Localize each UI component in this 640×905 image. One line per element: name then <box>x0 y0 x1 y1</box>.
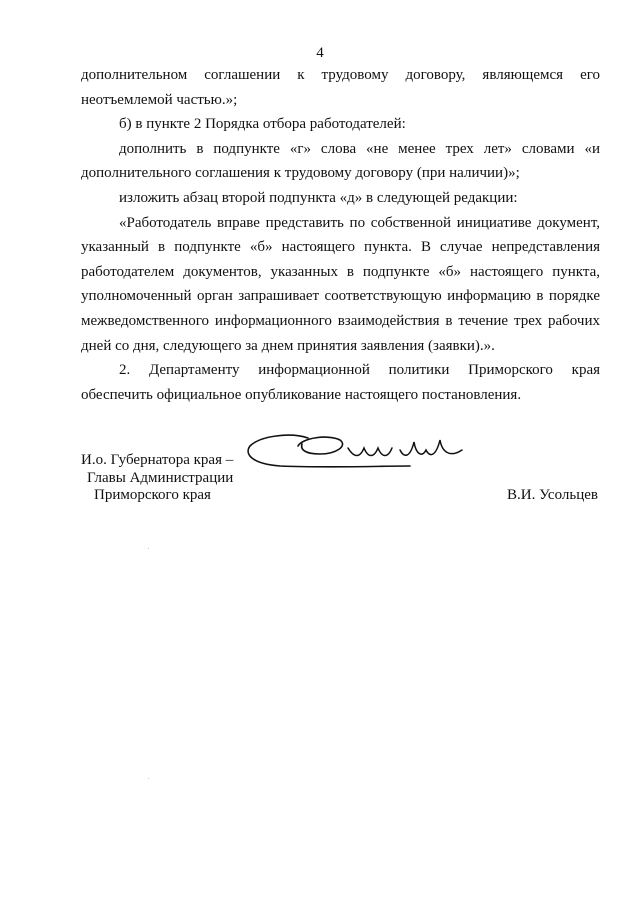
scan-speck <box>148 548 149 549</box>
paragraph-quoted-text: «Работодатель вправе представить по собственной инициативе документ, указанный в подпункте «б» настоящего пункта. В случае непредставления работодателем документов, указанных в подпункте «б» настоящего пункта, уполномоченный орган запрашивает соответствующую информацию в порядке межведомственного информационного взаимодействия в течение трех рабочих дней со дня, следующего за днем принятия заявления (заявки).». <box>81 214 600 354</box>
scan-speck <box>148 778 149 779</box>
paragraph-subitem-d: изложить абзац второй подпункта «д» в следующей редакции: <box>119 189 518 206</box>
signer-name: В.И. Усольцев <box>507 487 598 503</box>
paragraph-continuation: дополнительном соглашении к трудовому договору, являющемся его неотъемлемой частью.»; <box>81 67 600 108</box>
page-number: 4 <box>316 45 324 61</box>
paragraph-subitem-g: дополнить в подпункте «г» слова «не менее трех лет» словами «и дополнительного соглашения к трудовому договору (при наличии)»; <box>81 140 600 182</box>
signer-position-line-1: И.о. Губернатора края – <box>81 452 234 468</box>
signer-position-line-2: Главы Администрации <box>87 470 234 486</box>
paragraph-item-b: б) в пункте 2 Порядка отбора работодателей: <box>119 116 406 133</box>
handwritten-signature-icon <box>240 424 480 474</box>
paragraph-item-2: 2. Департаменту информационной политики Приморского края обеспечить официальное опубликование настоящего постановления. <box>81 362 600 403</box>
signer-position-line-3: Приморского края <box>94 487 211 503</box>
